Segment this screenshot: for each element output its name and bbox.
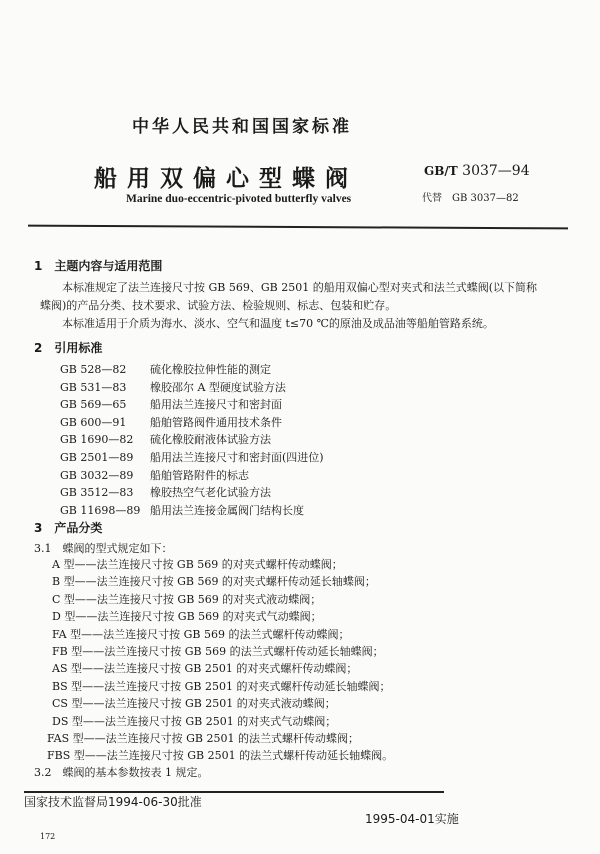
reference-code: GB 600—91: [60, 415, 127, 429]
valve-type-item: CS 型——法兰连接尺寸按 GB 2501 的对夹式液动蝶阀；: [52, 697, 336, 711]
reference-code: GB 3032—89: [60, 468, 134, 482]
reference-title: 船用法兰连接尺寸和密封面(四进位): [150, 451, 324, 464]
reference-code: GB 2501—89: [60, 451, 134, 464]
paragraph-line: 本标准适用于介质为海水、淡水、空气和温度 t≤70 ℃的原油及成品油等船舶管路系统。: [62, 317, 494, 330]
reference-code: GB 1690—82: [60, 433, 134, 447]
effective-date: 1995-04-01实施: [365, 812, 459, 826]
replaces-note: 代替 GB 3037—82: [422, 193, 519, 204]
valve-type-item: FBS 型——法兰连接尺寸按 GB 2501 的法兰式螺杆传动延长轴蝶阀。: [47, 749, 394, 763]
standard-code: [424, 163, 530, 180]
reference-code: GB 569—65: [60, 398, 127, 412]
section-3-heading: 3 产品分类: [34, 521, 103, 535]
code-number: 3037—94: [462, 163, 530, 179]
reference-title: 船舶管路附件的标志: [150, 468, 249, 482]
section-2-heading: 2 引用标准: [34, 341, 103, 355]
section-1-heading: 1 主题内容与适用范围: [34, 259, 163, 273]
header-rule: [28, 225, 568, 230]
reference-code: GB 3512—83: [60, 486, 134, 500]
reference-code: GB 531—83: [60, 380, 127, 394]
valve-type-item: AS 型——法兰连接尺寸按 GB 2501 的对夹式螺杆传动蝶阀；: [52, 662, 358, 676]
valve-type-item: BS 型——法兰连接尺寸按 GB 2501 的对夹式螺杆传动延长轴蝶阀；: [52, 679, 391, 693]
valve-type-item: FAS 型——法兰连接尺寸按 GB 2501 的法兰式螺杆传动蝶阀；: [47, 732, 360, 745]
reference-title: 橡胶邵尔 A 型硬度试验方法: [150, 380, 286, 394]
reference-title: 硫化橡胶耐液体试验方法: [150, 433, 271, 447]
reference-title: 硫化橡胶拉伸性能的测定: [150, 363, 271, 376]
reference-title: 船用法兰连接尺寸和密封面: [150, 398, 282, 412]
reference-title: 船用法兰连接金属阀门结构长度: [150, 503, 304, 517]
valve-type-item: A 型——法兰连接尺寸按 GB 569 的对夹式螺杆传动蝶阀；: [52, 558, 343, 571]
footer-rule: [24, 791, 444, 793]
code-prefix: GB/T: [424, 164, 458, 178]
subsection-3-1: 3.1 蝶阀的型式规定如下：: [34, 542, 173, 555]
reference-code: GB 11698—89: [60, 503, 141, 517]
subsection-3-2: 3.2 蝶阀的基本参数按表 1 规定。: [34, 766, 209, 779]
valve-type-item: DS 型——法兰连接尺寸按 GB 2501 的对夹式气动蝶阀；: [52, 714, 337, 728]
reference-title: 船舶管路阀件通用技术条件: [150, 415, 282, 429]
valve-type-item: D 型——法兰连接尺寸按 GB 569 的对夹式气动蝶阀；: [52, 610, 322, 624]
document-title-cn: 船用双偏心型蝶阀: [94, 166, 358, 192]
paragraph-line: 本标准规定了法兰连接尺寸按 GB 569、GB 2501 的船用双偏心型对夹式和法兰式蝶阀(以下简称: [62, 281, 538, 294]
document-title-en: Marine duo-eccentric-pivoted butterfly valves: [126, 193, 352, 205]
valve-type-item: C 型——法兰连接尺寸按 GB 569 的对夹式液动蝶阀；: [52, 592, 322, 606]
national-standard-label: 中华人民共和国国家标准: [132, 117, 352, 137]
reference-code: GB 528—82: [60, 363, 127, 376]
valve-type-item: FB 型——法兰连接尺寸按 GB 569 的法兰式螺杆传动延长轴蝶阀；: [52, 645, 384, 658]
approval-date: 国家技术监督局1994-06-30批准: [24, 795, 202, 809]
paragraph-line: 蝶阀)的产品分类、技术要求、试验方法、检验规则、标志、包装和贮存。: [40, 299, 397, 312]
reference-title: 橡胶热空气老化试验方法: [150, 486, 271, 500]
valve-type-item: B 型——法兰连接尺寸按 GB 569 的对夹式螺杆传动延长轴蝶阀；: [52, 575, 376, 589]
valve-type-item: FA 型——法兰连接尺寸按 GB 569 的法兰式螺杆传动蝶阀；: [52, 627, 350, 641]
page-number: 172: [40, 832, 56, 841]
